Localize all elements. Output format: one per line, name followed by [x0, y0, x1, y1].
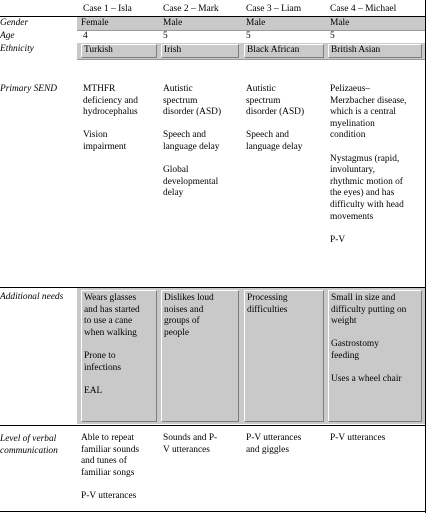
verbal-communication-paragraph: P-V utterances	[330, 433, 386, 443]
cell-ethnicity-1: Turkish	[81, 44, 157, 58]
primary-send-paragraph: Speech and language delay	[246, 130, 303, 152]
cell-primary-send-1	[83, 84, 161, 154]
additional-needs-paragraph: Prone to infections	[84, 350, 121, 373]
cell-additional-needs-4	[328, 290, 422, 422]
verbal-communication-paragraph: Sounds and P- V utterances	[163, 433, 218, 455]
cell-verbal-communication-3	[246, 433, 326, 456]
table-bottom-rule	[0, 511, 426, 512]
primary-send-paragraph: P-V	[330, 234, 346, 245]
verbal-communication-paragraph: P-V utterances	[81, 490, 137, 501]
primary-send-paragraph: Pelizaeus– Merzbacher disease, which is a central myelination condition	[330, 84, 407, 141]
row-label-ethnicity: Ethnicity	[0, 44, 34, 54]
additional-needs-paragraph: Dislikes loud noises and groups of people	[164, 293, 214, 338]
cell-additional-needs-3	[244, 290, 324, 422]
cell-age-4: 5	[330, 31, 335, 41]
cell-gender-1: Female	[81, 18, 109, 28]
cell-additional-needs-2	[161, 290, 239, 422]
primary-send-paragraph: Vision impairment	[83, 130, 127, 152]
cell-ethnicity-3: Black African	[244, 44, 324, 58]
primary-send-paragraph: Autistic spectrum disorder (ASD)	[163, 84, 222, 118]
header-case-1: Case 1 – Isla	[83, 4, 132, 14]
primary-send-paragraph: MTHFR deficiency and hydrocephalus	[83, 84, 138, 118]
additional-needs-bottom-rule	[0, 425, 426, 426]
additional-needs-paragraph: Gastrostomy feeding	[331, 339, 379, 361]
primary-send-paragraph: Nystagmus (rapid, involuntary, rhythmic motion of the eyes) and has difficulty with head movements	[330, 153, 404, 222]
cell-primary-send-4	[330, 84, 422, 246]
cell-verbal-communication-1	[81, 433, 161, 503]
demographics-rule	[77, 59, 425, 60]
row-label-gender: Gender	[0, 18, 29, 28]
cell-gender-3: Male	[246, 18, 266, 28]
row-label-verbal-communication: Level of verbal communication	[0, 434, 58, 456]
cell-additional-needs-1	[81, 290, 157, 422]
cell-gender-2: Male	[163, 18, 183, 28]
cell-verbal-communication-2	[163, 433, 241, 456]
row-label-age: Age	[0, 31, 15, 41]
verbal-communication-paragraph: Able to repeat familiar sounds and tunes of familiar songs	[81, 433, 140, 478]
additional-needs-paragraph: Uses a wheel chair	[331, 374, 402, 385]
additional-needs-paragraph: Small in size and difficulty putting on weight	[331, 293, 407, 327]
additional-needs-paragraph: Processing difficulties	[247, 293, 288, 315]
header-case-2: Case 2 – Mark	[163, 4, 219, 14]
cell-age-1: 4	[83, 31, 88, 41]
cell-age-2: 5	[163, 31, 168, 41]
primary-send-paragraph: Autistic spectrum disorder (ASD)	[246, 84, 305, 118]
cell-gender-4: Male	[330, 18, 350, 28]
header-case-4: Case 4 – Michael	[330, 4, 397, 14]
cell-verbal-communication-4	[330, 433, 422, 445]
row-label-primary-send: Primary SEND	[0, 84, 58, 94]
cell-ethnicity-2: Irish	[161, 44, 239, 58]
primary-send-paragraph: Global developmental delay	[163, 165, 219, 199]
table-right-border	[425, 0, 426, 513]
additional-needs-paragraph: EAL	[84, 385, 103, 396]
primary-send-paragraph: Speech and language delay	[163, 130, 220, 152]
cell-primary-send-2	[163, 84, 241, 200]
cell-age-3: 5	[246, 31, 251, 41]
additional-needs-top-rule	[0, 287, 426, 288]
verbal-communication-paragraph: P-V utterances and giggles	[246, 433, 302, 455]
cell-primary-send-3	[246, 84, 326, 154]
cell-ethnicity-4: British Asian	[328, 44, 422, 58]
header-case-3: Case 3 – Liam	[246, 4, 302, 14]
additional-needs-paragraph: Wears glasses and has started to use a cane when walking	[84, 293, 140, 338]
row-label-additional-needs: Additional needs	[0, 292, 64, 302]
